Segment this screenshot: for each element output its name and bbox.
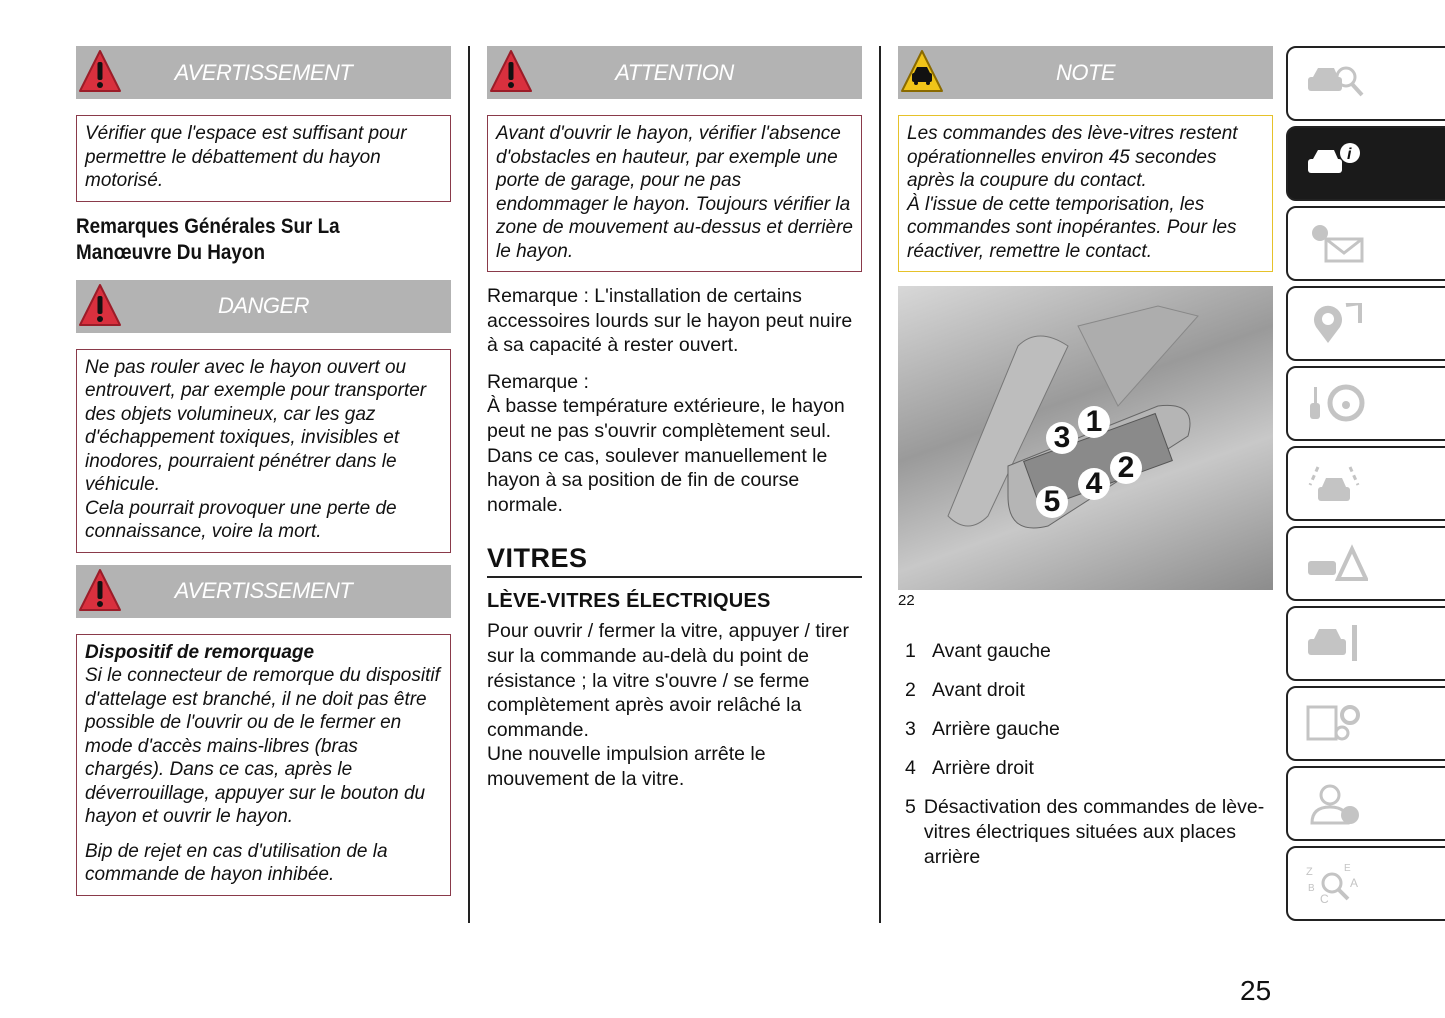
callout-4: 4 (1078, 468, 1110, 500)
danger-title: DANGER (217, 293, 310, 318)
attention-text: Avant d'ouvrir le hayon, vérifier l'absence d'obstacles en hauteur, par exemple une porte de garage, pour ne pas endommager le hayon. Toujours vérifier la zone de mouvement au-dessus et derrière le hayon. (496, 123, 853, 262)
svg-text:C: C (1320, 891, 1329, 905)
legend-number: 1 (905, 640, 916, 662)
sidebar-tab-customer-info[interactable] (1286, 766, 1445, 841)
maintenance-icon (1306, 623, 1368, 665)
sidebar-tab-maintenance[interactable] (1286, 606, 1445, 681)
svg-text:Z: Z (1306, 865, 1313, 878)
callout-1: 1 (1078, 406, 1110, 438)
danger-box (76, 349, 451, 553)
index-icon (1306, 863, 1368, 905)
legend-number: 5 (905, 796, 916, 819)
svg-text:B: B (1308, 882, 1315, 894)
legend-item (898, 639, 1273, 664)
sidebar-tab-technical-data[interactable] (1286, 686, 1445, 761)
multimedia-icon (1306, 303, 1368, 345)
warning-title: AVERTISSEMENT (174, 59, 353, 85)
warning-triangle-icon (78, 48, 122, 94)
legend-text: Avant droit (932, 679, 1025, 702)
warning-triangle-icon (78, 282, 122, 328)
note-text: Les commandes des lève-vitres restent opérationnelles environ 45 secondes après la coupure du contact. (907, 123, 1238, 191)
driver-assist-icon (1306, 463, 1368, 505)
car-info-icon (1306, 143, 1368, 185)
warning-text: Vérifier que l'espace est suffisant pour permettre le débattement du hayon motorisé. (85, 123, 407, 191)
svg-text:E: E (1344, 862, 1351, 874)
warning-title-2: AVERTISSEMENT (174, 578, 353, 603)
attention-box (487, 115, 862, 272)
warning-box-2 (76, 634, 451, 896)
warning-box (76, 115, 451, 202)
remark-label: Remarque : (487, 285, 589, 307)
callout-2: 2 (1110, 452, 1142, 484)
sidebar-tab-car-info[interactable] (1286, 126, 1445, 201)
legend-item (898, 795, 1273, 869)
sidebar-tab-index[interactable] (1286, 846, 1445, 921)
warning-banner (76, 46, 451, 99)
column-divider (879, 46, 881, 923)
window-switch-illustration (898, 286, 1273, 590)
start-drive-icon (1306, 383, 1368, 425)
subsection-title: LÈVE-VITRES ÉLECTRIQUES (487, 590, 771, 613)
remark-2-text: À basse température extérieure, le hayon peut ne pas s'ouvrir complètement seul. Dans ce cas, soulever manuellement le hayon à sa position de fin de course normale. (487, 395, 845, 516)
figure-number: 22 (898, 592, 915, 609)
legend-text: Désactivation des commandes de lève-vitres électriques situées aux places arrière (923, 796, 1265, 868)
sidebar-tab-driver-assist[interactable] (1286, 446, 1445, 521)
legend-text: Arrière droit (932, 757, 1034, 780)
svg-text:A: A (1350, 875, 1359, 890)
figure-legend (898, 639, 1273, 869)
sidebar-tab-emergency[interactable] (1286, 526, 1445, 601)
warning-text-2b: Bip de rejet en cas d'utilisation de la commande de hayon inhibée. (85, 840, 388, 885)
legend-number: 4 (905, 757, 916, 780)
warning-triangle-icon (489, 48, 533, 94)
remark-1 (487, 284, 862, 358)
car-note-icon (900, 48, 944, 94)
door-panel-drawing (898, 286, 1273, 590)
attention-title: ATTENTION (615, 59, 734, 85)
note-title: NOTE (1055, 59, 1116, 85)
customer-info-icon (1306, 783, 1368, 825)
sidebar-tab-start-drive[interactable] (1286, 366, 1445, 441)
legend-item (898, 717, 1273, 742)
danger-text-2: Cela pourrait provoquer une perte de connaissance, voire la mort. (85, 497, 397, 542)
note-text-2: À l'issue de cette temporisation, les commandes sont inopérantes. Pour les réactiver, remettre le contact. (907, 193, 1237, 262)
warning-triangle-icon (78, 567, 122, 613)
section-title: VITRES (487, 543, 862, 578)
car-search-icon (1306, 63, 1368, 105)
svg-text:i: i (1347, 145, 1352, 163)
column-3 (898, 46, 1273, 884)
light-message-icon (1306, 223, 1368, 265)
section-heading: Remarques Générales Sur La Manœuvre Du Hayon (76, 214, 340, 264)
sidebar-tab-light-message[interactable] (1286, 206, 1445, 281)
legend-item (898, 756, 1273, 781)
callout-3: 3 (1046, 422, 1078, 454)
legend-item (898, 678, 1273, 703)
paragraph-1: Pour ouvrir / fermer la vitre, appuyer / tirer sur la commande au-delà du point de résistance ; la vitre s'ouvre / se ferme complètement après avoir relâché la commande. (487, 620, 849, 741)
page-number: 25 (1240, 975, 1272, 1006)
attention-banner (487, 46, 862, 99)
warning-text-2a: Si le connecteur de remorque du dispositif d'attelage est branché, il ne doit pas être possible de l'ouvrir ou de le fermer en mode d'accès mains-libres (bras chargés). Dans ce cas, après le déverrouillage, appuyer sur le bouton du hayon et ouvrir le hayon. (85, 665, 440, 827)
danger-banner (76, 280, 451, 333)
note-banner (898, 46, 1273, 99)
column-2 (487, 46, 862, 792)
sidebar-tab-multimedia[interactable] (1286, 286, 1445, 361)
column-1 (76, 46, 451, 896)
technical-data-icon (1306, 703, 1368, 745)
paragraph-2: Une nouvelle impulsion arrête le mouvement de la vitre. (487, 743, 766, 790)
danger-text: Ne pas rouler avec le hayon ouvert ou entrouvert, par exemple pour transporter des objets volumineux, car les gaz d'échappement toxiques, invisibles et inodores, pourraient pénétrer dans le véhicule. (85, 356, 427, 495)
warning-banner-2 (76, 565, 451, 618)
warning-subtitle: Dispositif de remorquage (85, 641, 315, 663)
sidebar-tab-car-search[interactable] (1286, 46, 1445, 121)
legend-number: 3 (905, 718, 916, 741)
note-box (898, 115, 1273, 272)
remark-text: L'installation de certains accessoires lourds sur le hayon peut nuire à sa capacité à rester ouvert. (487, 285, 853, 357)
legend-text: Avant gauche (932, 640, 1051, 662)
emergency-icon (1306, 543, 1368, 585)
legend-text: Arrière gauche (932, 718, 1060, 741)
column-divider (468, 46, 470, 923)
legend-number: 2 (905, 679, 916, 702)
remark-2-label: Remarque : (487, 370, 589, 393)
callout-5: 5 (1036, 486, 1068, 518)
